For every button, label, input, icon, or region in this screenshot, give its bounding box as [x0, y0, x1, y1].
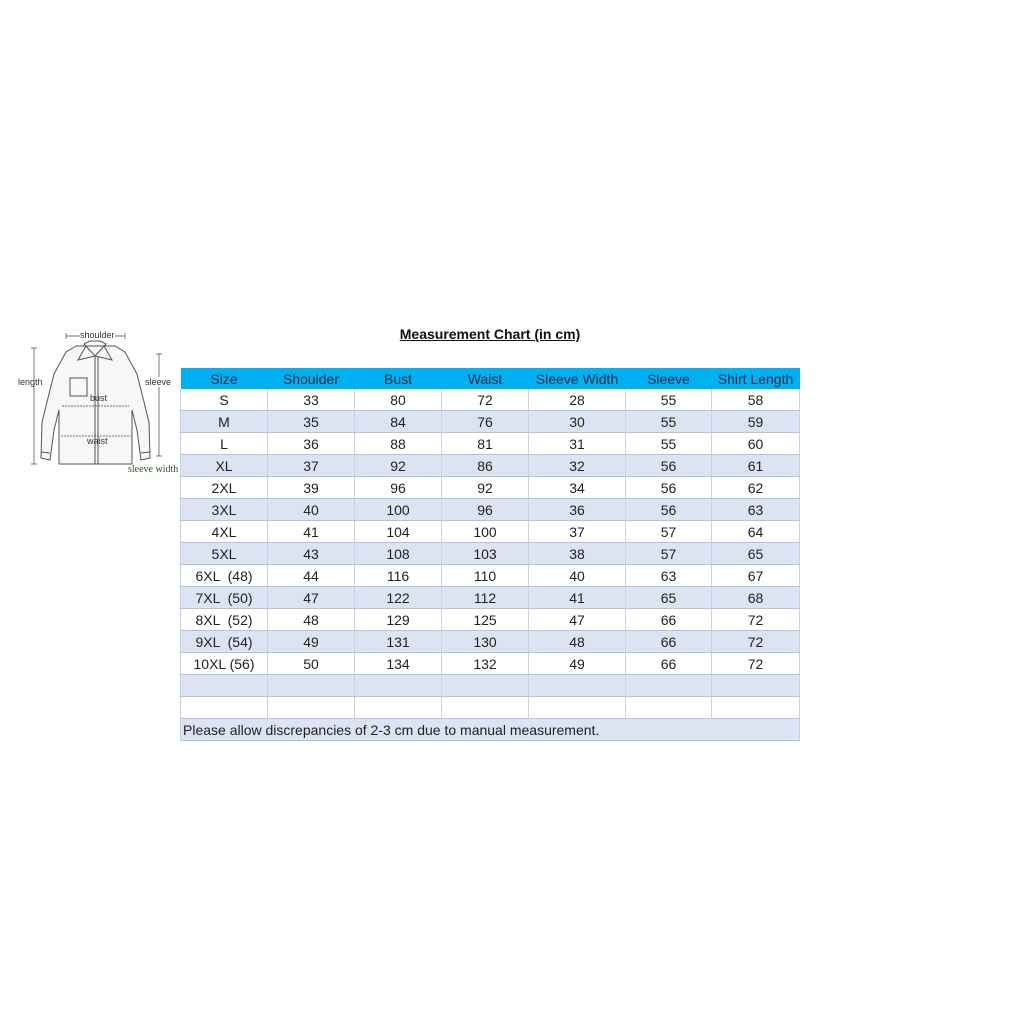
table-row — [181, 631, 800, 653]
column-header: Sleeve — [626, 368, 712, 389]
note-row — [181, 719, 800, 741]
empty-cell — [529, 697, 626, 719]
table-cell: M — [181, 411, 268, 433]
table-cell: 57 — [626, 521, 712, 543]
table-cell: 100 — [355, 499, 442, 521]
table-cell: 36 — [268, 433, 355, 455]
empty-cell — [529, 675, 626, 697]
shoulder-label: shoulder — [80, 330, 115, 340]
table-cell: 92 — [355, 455, 442, 477]
length-label: length — [18, 377, 43, 387]
table-cell: 72 — [442, 389, 529, 411]
column-header: Waist — [442, 368, 529, 389]
empty-row — [181, 675, 800, 697]
table-cell: 36 — [529, 499, 626, 521]
table-header-row — [181, 368, 800, 389]
table-cell: 61 — [712, 455, 800, 477]
table-cell: 63 — [626, 565, 712, 587]
table-cell: 104 — [355, 521, 442, 543]
table-cell: 116 — [355, 565, 442, 587]
column-header: Shirt Length — [712, 368, 800, 389]
table-cell: 88 — [355, 433, 442, 455]
sleeve-label: sleeve — [145, 377, 172, 387]
table-cell: 129 — [355, 609, 442, 631]
table-cell: 56 — [626, 477, 712, 499]
table-cell: 43 — [268, 543, 355, 565]
bust-label: bust — [90, 393, 108, 403]
table-cell: 31 — [529, 433, 626, 455]
table-cell: 39 — [268, 477, 355, 499]
empty-cell — [268, 697, 355, 719]
chart-title: Measurement Chart (in cm) — [399, 326, 581, 342]
empty-cell — [712, 675, 800, 697]
table-cell: 50 — [268, 653, 355, 675]
table-cell: 41 — [268, 521, 355, 543]
empty-cell — [181, 697, 268, 719]
table-cell: 68 — [712, 587, 800, 609]
waist-label: waist — [87, 436, 108, 446]
table-cell: 86 — [442, 455, 529, 477]
sleeve-width-label: sleeve width — [128, 464, 179, 475]
table-cell: 44 — [268, 565, 355, 587]
table-row — [181, 477, 800, 499]
table-cell: 110 — [442, 565, 529, 587]
empty-cell — [355, 697, 442, 719]
empty-cell — [355, 675, 442, 697]
table-cell: 108 — [355, 543, 442, 565]
table-cell: 28 — [529, 389, 626, 411]
table-cell: 3XL — [181, 499, 268, 521]
table-cell: 30 — [529, 411, 626, 433]
empty-row — [181, 697, 800, 719]
table-row — [181, 433, 800, 455]
table-row — [181, 499, 800, 521]
table-cell: 66 — [626, 653, 712, 675]
table-cell: 55 — [626, 411, 712, 433]
shirt-measurement-diagram — [14, 326, 180, 478]
table-cell: 35 — [268, 411, 355, 433]
table-cell: 55 — [626, 433, 712, 455]
table-cell: 130 — [442, 631, 529, 653]
table-cell: 34 — [529, 477, 626, 499]
empty-cell — [626, 675, 712, 697]
table-cell: 65 — [626, 587, 712, 609]
table-cell: 4XL — [181, 521, 268, 543]
table-cell: 63 — [712, 499, 800, 521]
table-cell: 38 — [529, 543, 626, 565]
table-row — [181, 653, 800, 675]
table-cell: 37 — [529, 521, 626, 543]
empty-cell — [442, 697, 529, 719]
table-cell: 33 — [268, 389, 355, 411]
table-cell: 49 — [529, 653, 626, 675]
table-cell: 66 — [626, 609, 712, 631]
table-cell: 84 — [355, 411, 442, 433]
column-header: Shoulder — [268, 368, 355, 389]
table-cell: 49 — [268, 631, 355, 653]
table-cell: 92 — [442, 477, 529, 499]
table-cell: 59 — [712, 411, 800, 433]
table-cell: 7XL (50) — [181, 587, 268, 609]
table-row — [181, 455, 800, 477]
table-cell: 131 — [355, 631, 442, 653]
table-cell: 103 — [442, 543, 529, 565]
column-header: Size — [181, 368, 268, 389]
table-cell: 66 — [626, 631, 712, 653]
table-cell: 62 — [712, 477, 800, 499]
table-cell: 100 — [442, 521, 529, 543]
table-row — [181, 389, 800, 411]
empty-cell — [442, 675, 529, 697]
table-cell: 60 — [712, 433, 800, 455]
table-cell: 122 — [355, 587, 442, 609]
table-cell: 96 — [442, 499, 529, 521]
table-cell: 37 — [268, 455, 355, 477]
table-row — [181, 543, 800, 565]
table-cell: 134 — [355, 653, 442, 675]
table-cell: 55 — [626, 389, 712, 411]
table-cell: 10XL (56) — [181, 653, 268, 675]
table-cell: 65 — [712, 543, 800, 565]
table-cell: 96 — [355, 477, 442, 499]
table-cell: 132 — [442, 653, 529, 675]
table-cell: L — [181, 433, 268, 455]
table-cell: 72 — [712, 609, 800, 631]
table-cell: 41 — [529, 587, 626, 609]
table-cell: 112 — [442, 587, 529, 609]
empty-cell — [181, 675, 268, 697]
column-header: Bust — [355, 368, 442, 389]
measurement-table — [180, 368, 800, 741]
table-row — [181, 411, 800, 433]
table-cell: 40 — [268, 499, 355, 521]
table-cell: 48 — [268, 609, 355, 631]
table-row — [181, 565, 800, 587]
table-cell: 72 — [712, 653, 800, 675]
table-cell: 47 — [529, 609, 626, 631]
table-cell: 40 — [529, 565, 626, 587]
table-body — [181, 389, 800, 741]
column-header: Sleeve Width — [529, 368, 626, 389]
empty-cell — [268, 675, 355, 697]
table-cell: 72 — [712, 631, 800, 653]
table-cell: 80 — [355, 389, 442, 411]
empty-cell — [712, 697, 800, 719]
table-cell: 6XL (48) — [181, 565, 268, 587]
table-cell: 76 — [442, 411, 529, 433]
empty-cell — [626, 697, 712, 719]
table-cell: 47 — [268, 587, 355, 609]
table-row — [181, 609, 800, 631]
table-cell: 48 — [529, 631, 626, 653]
table-row — [181, 521, 800, 543]
table-cell: 56 — [626, 455, 712, 477]
table-cell: 56 — [626, 499, 712, 521]
table-cell: 125 — [442, 609, 529, 631]
table-cell: 67 — [712, 565, 800, 587]
table-cell: 64 — [712, 521, 800, 543]
table-cell: 81 — [442, 433, 529, 455]
table-cell: 57 — [626, 543, 712, 565]
table-cell: 32 — [529, 455, 626, 477]
table-cell: 58 — [712, 389, 800, 411]
table-cell: S — [181, 389, 268, 411]
table-row — [181, 587, 800, 609]
table-cell: 8XL (52) — [181, 609, 268, 631]
measurement-note: Please allow discrepancies of 2-3 cm due to manual measurement. — [181, 719, 800, 741]
table-cell: 5XL — [181, 543, 268, 565]
table-cell: 9XL (54) — [181, 631, 268, 653]
table-cell: XL — [181, 455, 268, 477]
table-cell: 2XL — [181, 477, 268, 499]
